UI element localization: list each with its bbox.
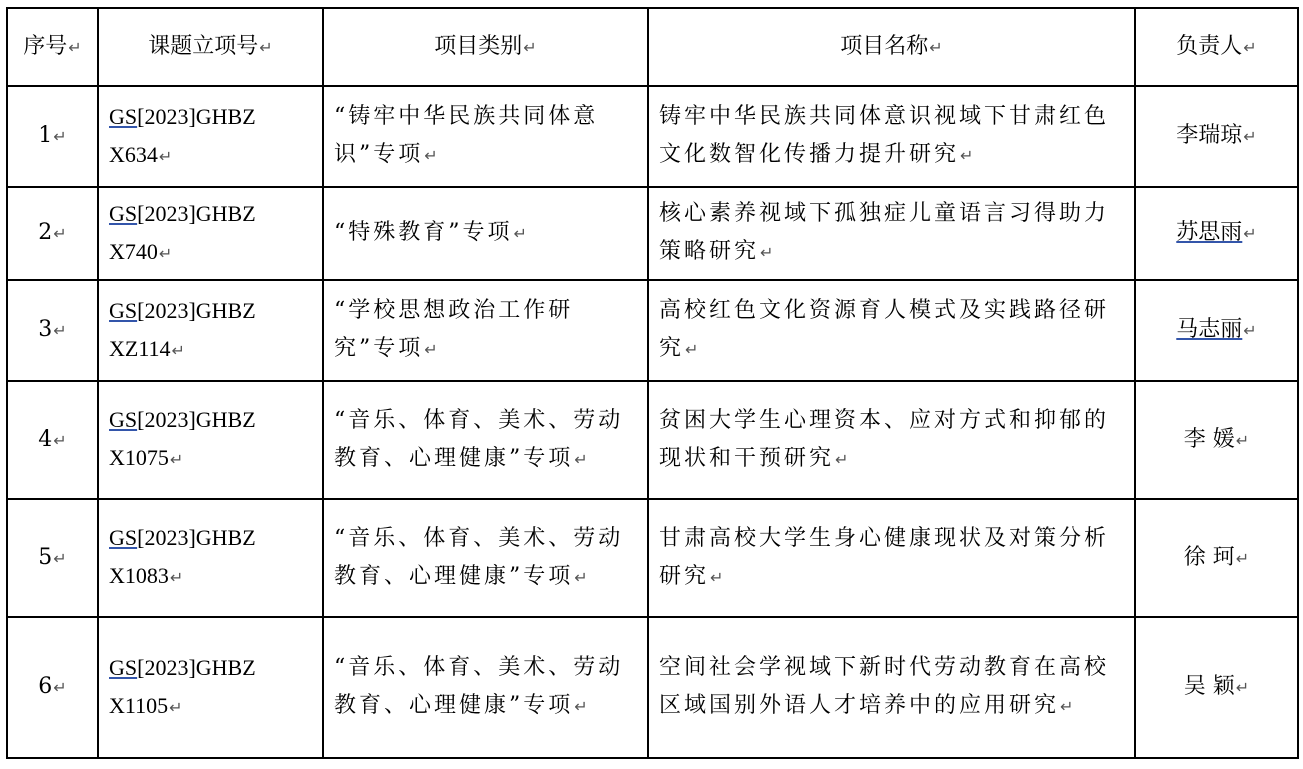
project-code: GS[2023]GHBZ XZ114↵ (98, 280, 323, 381)
header-row (7, 8, 1298, 86)
header-cell: 项目类别↵ (323, 8, 648, 86)
header-cell: 负责人↵ (1135, 8, 1298, 86)
project-owner: 吴 颖↵ (1135, 617, 1298, 758)
project-owner: 苏思雨↵ (1135, 187, 1298, 280)
table-row (7, 381, 1298, 499)
project-code: GS[2023]GHBZ X1105↵ (98, 617, 323, 758)
row-number: 5↵ (7, 499, 98, 617)
project-code: GS[2023]GHBZ X634↵ (98, 86, 323, 187)
project-owner: 李 媛↵ (1135, 381, 1298, 499)
project-name: 贫困大学生心理资本、应对方式和抑郁的现状和干预研究↵ (648, 381, 1135, 499)
row-number: 2↵ (7, 187, 98, 280)
row-number: 6↵ (7, 617, 98, 758)
table-row (7, 499, 1298, 617)
project-category: “铸牢中华民族共同体意识”专项↵ (323, 86, 648, 187)
project-category: “特殊教育”专项↵ (323, 187, 648, 280)
project-owner: 李瑞琼↵ (1135, 86, 1298, 187)
project-owner: 马志丽↵ (1135, 280, 1298, 381)
table-body (7, 86, 1298, 758)
header-cell: 项目名称↵ (648, 8, 1135, 86)
table-row (7, 280, 1298, 381)
row-number: 3↵ (7, 280, 98, 381)
project-category: “音乐、体育、美术、劳动教育、心理健康”专项↵ (323, 617, 648, 758)
project-category: “学校思想政治工作研究”专项↵ (323, 280, 648, 381)
header-cell: 序号↵ (7, 8, 98, 86)
project-code: GS[2023]GHBZ X740↵ (98, 187, 323, 280)
project-name: 核心素养视域下孤独症儿童语言习得助力策略研究↵ (648, 187, 1135, 280)
project-owner: 徐 珂↵ (1135, 499, 1298, 617)
project-table (6, 7, 1299, 759)
project-category: “音乐、体育、美术、劳动教育、心理健康”专项↵ (323, 381, 648, 499)
table-row (7, 617, 1298, 758)
project-category: “音乐、体育、美术、劳动教育、心理健康”专项↵ (323, 499, 648, 617)
project-name: 高校红色文化资源育人模式及实践路径研究↵ (648, 280, 1135, 381)
row-number: 1↵ (7, 86, 98, 187)
table-row (7, 86, 1298, 187)
project-name: 空间社会学视域下新时代劳动教育在高校区域国别外语人才培养中的应用研究↵ (648, 617, 1135, 758)
project-code: GS[2023]GHBZ X1075↵ (98, 381, 323, 499)
project-code: GS[2023]GHBZ X1083↵ (98, 499, 323, 617)
project-name: 铸牢中华民族共同体意识视域下甘肃红色文化数智化传播力提升研究↵ (648, 86, 1135, 187)
table-row (7, 187, 1298, 280)
row-number: 4↵ (7, 381, 98, 499)
project-name: 甘肃高校大学生身心健康现状及对策分析研究↵ (648, 499, 1135, 617)
header-cell: 课题立项号↵ (98, 8, 323, 86)
